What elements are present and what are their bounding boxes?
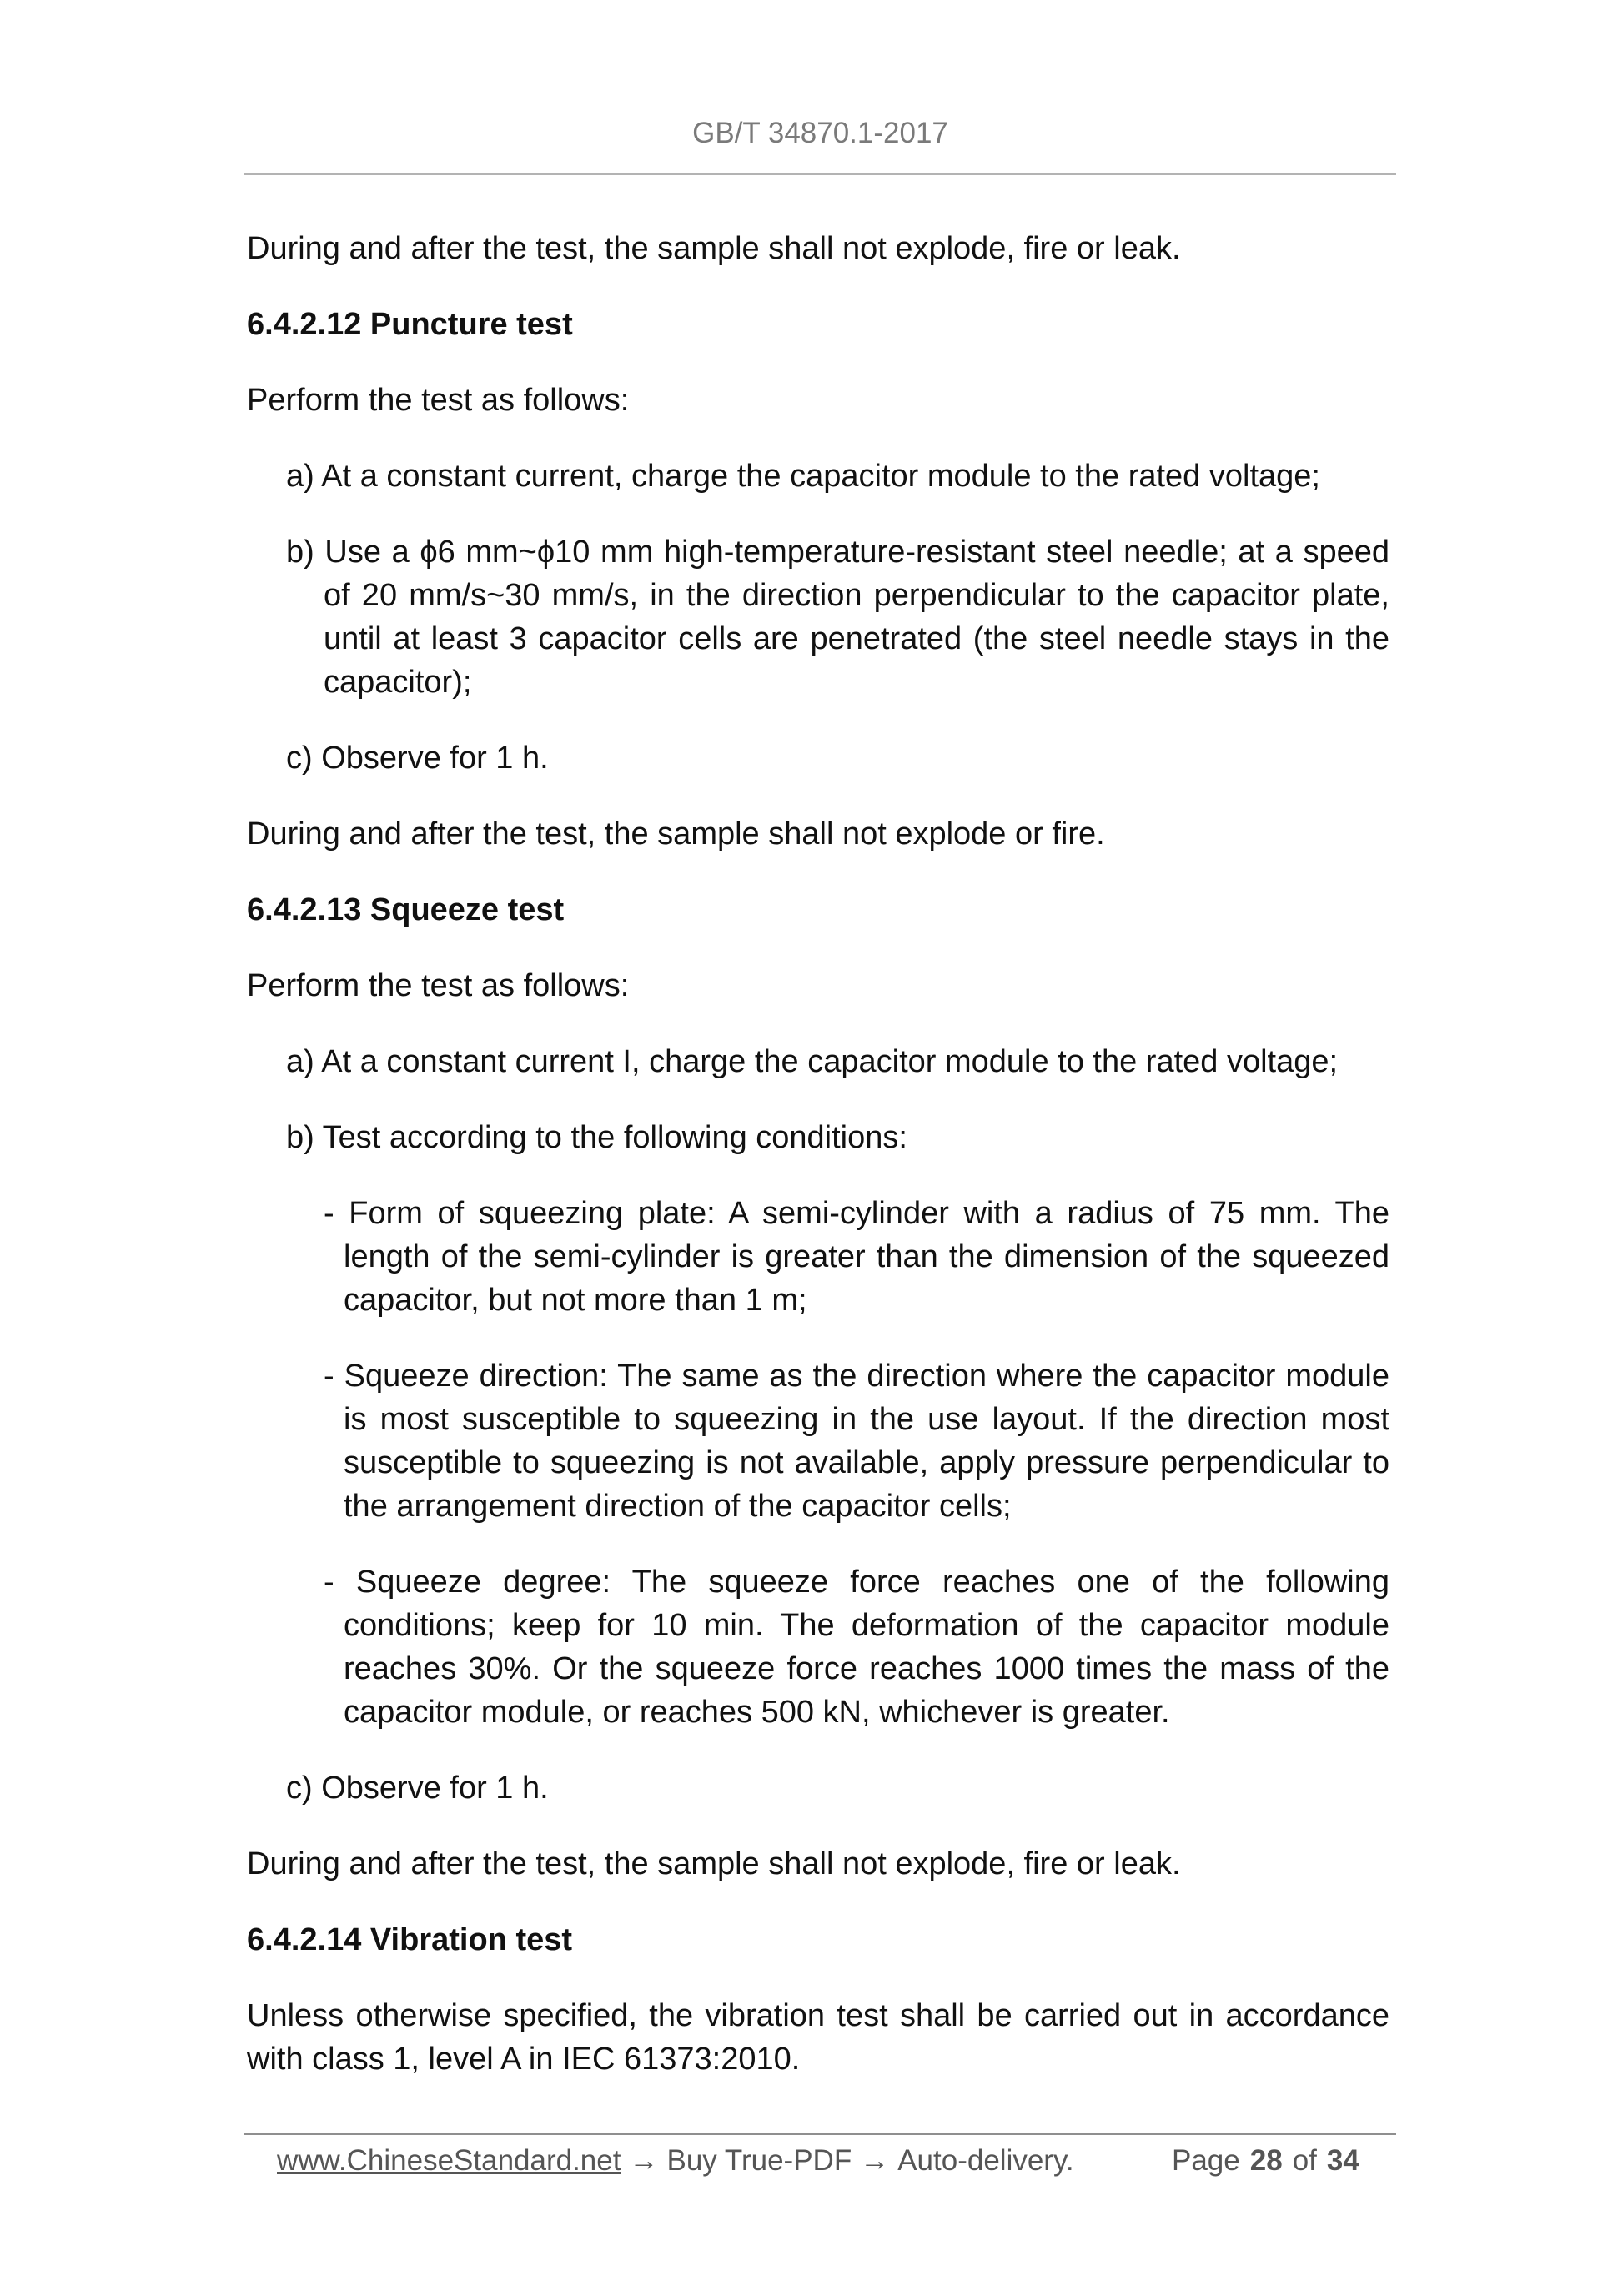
arrow-right-icon: → bbox=[860, 2144, 890, 2177]
section-heading-puncture: 6.4.2.12 Puncture test bbox=[247, 307, 573, 342]
footer-promo bbox=[277, 2139, 1074, 2183]
total-pages: 34 bbox=[1326, 2144, 1359, 2177]
paragraph: During and after the test, the sample shall not explode, fire or leak. bbox=[247, 231, 1181, 266]
auto-delivery-text: Auto-delivery. bbox=[897, 2144, 1074, 2177]
page-label: Page bbox=[1172, 2144, 1240, 2177]
list-item: a) At a constant current, charge the capacitor module to the rated voltage; bbox=[286, 459, 1320, 494]
paragraph: During and after the test, the sample shall not explode, fire or leak. bbox=[247, 1846, 1181, 1882]
list-item: b) Test according to the following conditions: bbox=[286, 1120, 907, 1155]
paragraph: Perform the test as follows: bbox=[247, 968, 630, 1003]
page-number bbox=[1172, 2139, 1369, 2183]
site-link[interactable]: www.ChineseStandard.net bbox=[277, 2144, 621, 2177]
page-body bbox=[247, 227, 1389, 2113]
paragraph: Unless otherwise specified, the vibration test shall be carried out in accordance with class 1, level A in IEC 61373:2010. bbox=[247, 1998, 1389, 2077]
paragraph: Perform the test as follows: bbox=[247, 383, 630, 418]
section-heading-squeeze: 6.4.2.13 Squeeze test bbox=[247, 892, 565, 927]
sub-list-item: - Squeeze degree: The squeeze force reaches one of the following conditions; keep for 10 min. The deformation of the capacitor module reaches 30%. Or the squeeze force reaches 1000 times the mass of the capacitor module, or reaches 500 kN, whichever is greater. bbox=[324, 1565, 1389, 1730]
list-item: c) Observe for 1 h. bbox=[286, 741, 549, 776]
page-header: GB/T 34870.1-2017 bbox=[692, 117, 948, 149]
list-item: a) At a constant current I, charge the capacitor module to the rated voltage; bbox=[286, 1044, 1339, 1079]
header-divider bbox=[244, 173, 1396, 175]
sub-list-item: - Form of squeezing plate: A semi-cylinder with a radius of 75 mm. The length of the semi-cylinder is greater than the dimension of the squeezed capacitor, but not more than 1 m; bbox=[324, 1196, 1389, 1318]
buy-pdf-text: Buy True-PDF bbox=[666, 2144, 852, 2177]
of-label: of bbox=[1292, 2144, 1317, 2177]
paragraph: During and after the test, the sample shall not explode or fire. bbox=[247, 816, 1105, 852]
list-item: c) Observe for 1 h. bbox=[286, 1771, 549, 1806]
current-page: 28 bbox=[1249, 2144, 1283, 2177]
sub-list-item: - Squeeze direction: The same as the direction where the capacitor module is most susceptible to squeezing in the use layout. If the direction most susceptible to squeezing is not available, apply pressure perpendicular to the arrangement direction of the capacitor cells; bbox=[324, 1359, 1389, 1524]
arrow-right-icon: → bbox=[629, 2144, 659, 2177]
list-item: b) Use a ϕ6 mm~ϕ10 mm high-temperature-resistant steel needle; at a speed of 20 mm/s~30 mm/s, in the direction perpendicular to the capacitor plate, until at least 3 capacitor cells are penetrated (the steel needle stays in the capacitor); bbox=[286, 535, 1389, 700]
section-heading-vibration: 6.4.2.14 Vibration test bbox=[247, 1922, 573, 1957]
footer-divider bbox=[244, 2133, 1396, 2135]
